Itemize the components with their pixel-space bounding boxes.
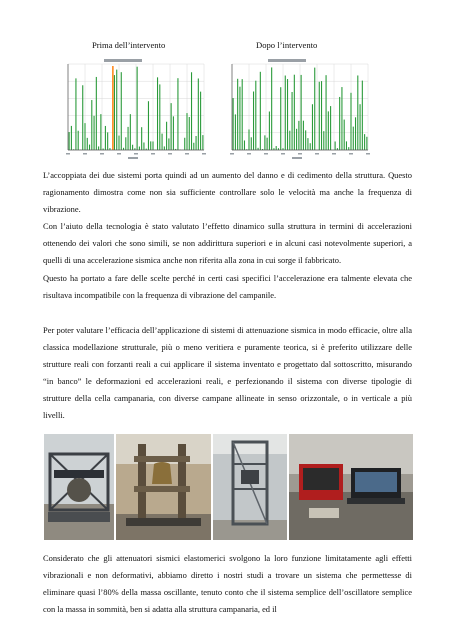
caption-before: Prima dell’intervento xyxy=(92,40,166,50)
photo-bell-frame-rig xyxy=(44,434,114,540)
paragraph: Per poter valutare l’efficacia dell’applicazione di sistemi di attenuazione sismica in modo efficacie, oltre alla classica modellazione strutturale, più o meno veritiera e puramente teorica, si è preferito utilizzare delle strutture reali con forzanti reali a cui applicare il sistema inventato e progettato dal sottoscritto, misurando “in banco” le deformazioni ed accelerazioni reali, e perfezionando il sistema con diverse tipologie di strutture della cella campanaria, con diverse campane allineate in senso orizzontale, o in verticale a più livelli. xyxy=(43,325,412,421)
spectrum-image-before xyxy=(58,58,206,162)
photo-strip xyxy=(44,434,413,540)
photo-bell-cell-mockup xyxy=(116,434,211,540)
paragraph: Considerato che gli attenuatori sismici elastomerici svolgono la loro funzione limitatamente agli effetti vibrazionali e non deformativi, abbiamo diretto i nostri studi a trovare un sistema che permettesse di eliminare quasi l’80% della massa oscillante, tenuto conto che il sistema semplice dell’oscillatore semplice con la massa in sommità, ben si adatta alla struttura campanaria, ed il xyxy=(43,553,412,615)
spectrum-image-after xyxy=(222,58,370,162)
text-block-top xyxy=(43,167,412,304)
caption-after: Dopo l’intervento xyxy=(256,40,318,50)
text-block-bottom xyxy=(43,550,412,618)
photo-tall-frame-warehouse xyxy=(213,434,287,540)
photo-measurement-instruments xyxy=(289,434,413,540)
paragraph: L’accoppiata dei due sistemi porta quindi ad un aumento del danno e di cedimento della struttura. Questo ragionamento dimostra come non sia sufficiente controllare solo le velocità ma anche la frequenza di vibrazione. xyxy=(43,170,412,215)
text-block-middle xyxy=(43,322,412,425)
paragraph: Con l’aiuto della tecnologia è stato valutato l’effetto dinamico sulla struttura in termini di accelerazioni ottenendo dei valori che sono simili, se non addirittura superiori e in alcuni casi notevolmente superiori, a quelli di una accelerazione sismica anche non riferita alla zona in cui sorge il fabbricato. xyxy=(43,221,412,266)
paragraph: Questo ha portato a fare delle scelte perché in certi casi specifici l’accelerazione era talmente elevata che risultava incompatibile con la frequenza di vibrazione del campanile. xyxy=(43,272,412,300)
